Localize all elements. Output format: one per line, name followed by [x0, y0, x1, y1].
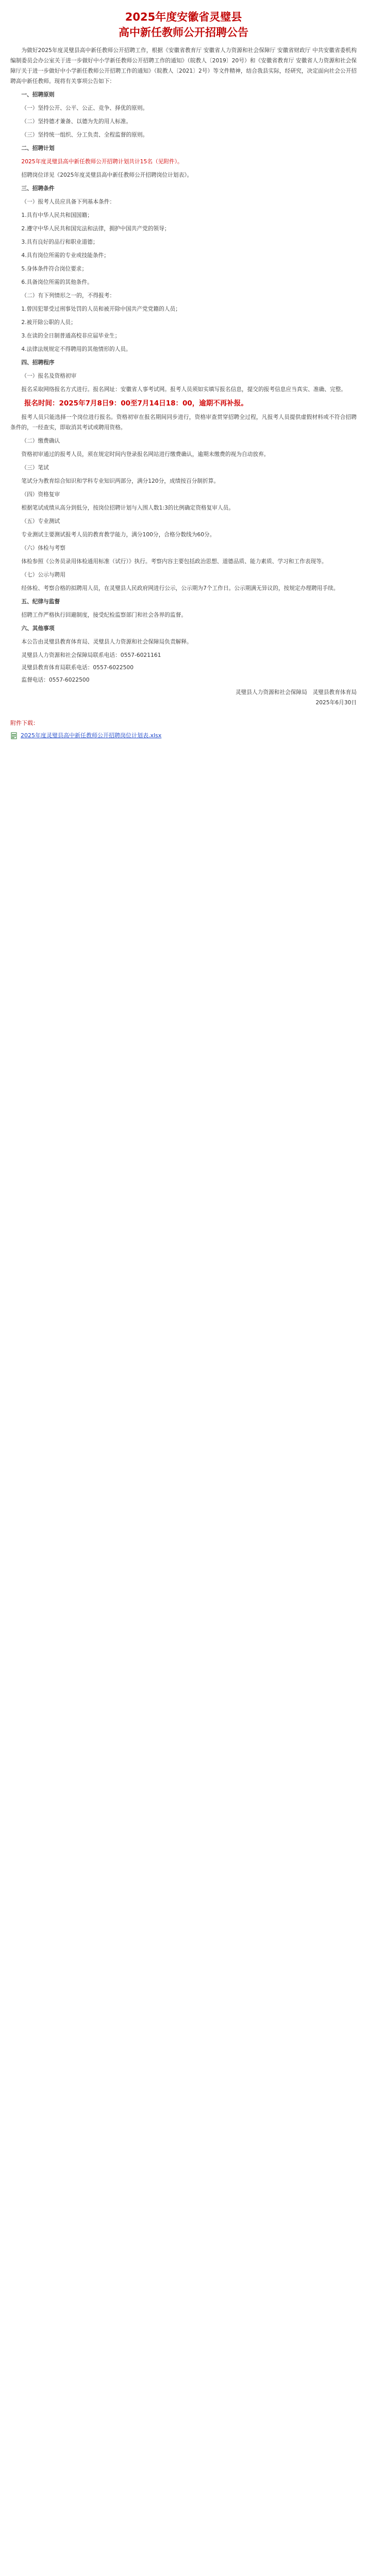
body-paragraph: （六）体检与考察: [21, 545, 65, 551]
registration-time-notice: 报名时间：2025年7月8日9：00至7月14日18：00，逾期不再补报。: [24, 399, 248, 408]
announcement-body: [10, 90, 357, 647]
body-paragraph: 4.具有岗位所需的专业或技能条件；: [21, 252, 109, 259]
announcement-page: [10, 0, 357, 769]
body-paragraph: （三）笔试: [21, 464, 49, 471]
body-paragraph: 1.曾因犯罪受过刑事处罚的人员和被开除中国共产党党籍的人员；: [21, 306, 181, 312]
body-paragraph: （五）专业测试: [21, 518, 60, 524]
contact-phone-hrss: 0557-6021161: [120, 652, 161, 658]
body-paragraph: （一）报考人员应具备下列基本条件：: [21, 198, 115, 205]
contact-label-edu: 灵璧县教育体育局联系电话：: [21, 664, 93, 671]
contact-label-supervision: 监督电话：: [21, 676, 49, 683]
body-paragraph: （四）资格复审: [21, 491, 60, 498]
body-paragraph: （七）公示与聘用: [21, 571, 65, 578]
body-paragraph: 1.具有中华人民共和国国籍；: [21, 212, 93, 218]
body-paragraph: 体检参照《公务员录用体检通用标准（试行）》执行。考察内容主要包括政治思想、道德品质、能力素质、学习和工作表现等。: [21, 558, 327, 565]
body-paragraph: 招聘岗位详见《2025年度灵璧县高中新任教师公开招聘岗位计划表》。: [21, 172, 193, 178]
body-paragraph: （二）坚持德才兼备、以德为先的用人标准。: [21, 118, 132, 125]
body-paragraph: 报考人员只能选择一个岗位进行报名。资格初审在报名期间同步进行，资格审查贯穿招聘全过程，凡报考人员提供虚假材料或不符合招聘条件的，一经查实，即取消其考试或聘用资格。: [10, 414, 357, 431]
contact-phone-edu: 0557-6022500: [93, 664, 134, 671]
body-paragraph: 报名采取网络报名方式进行。报名网址：安徽省人事考试网。报考人员须如实填写报名信息，提交的报考信息应当真实、准确、完整。: [21, 386, 346, 393]
body-paragraph: （二）缴费确认: [21, 437, 60, 444]
body-paragraph: 3.具有良好的品行和职业道德；: [21, 239, 98, 245]
highlight-paragraph: 2025年度灵璧县高中新任教师公开招聘计划共计15名（见附件）。: [21, 158, 183, 165]
body-paragraph: 本公告由灵璧县教育体育局、灵璧县人力资源和社会保障局负责解释。: [21, 638, 192, 645]
contact-label-hrss: 灵璧县人力资源和社会保障局联系电话：: [21, 652, 121, 658]
body-paragraph: （一）坚持公开、公平、公正、竞争、择优的原则。: [21, 105, 148, 111]
section-heading: 六、其他事项: [21, 625, 55, 632]
attachment-label: 附件下载：: [10, 720, 39, 726]
body-paragraph: 专业测试主要测试报考人员的教育教学能力，满分100分，合格分数线为60分。: [21, 531, 215, 538]
body-paragraph: （一）报名及资格初审: [21, 372, 77, 379]
section-heading: 三、招聘条件: [21, 185, 55, 192]
body-paragraph: 4.法律法规规定不得聘用的其他情形的人员。: [21, 346, 131, 352]
body-paragraph: 根据笔试成绩从高分到低分，按岗位招聘计划与入围人数1:3的比例确定资格复审人员。: [21, 504, 235, 511]
body-paragraph: 招聘工作严格执行回避制度，接受纪检监察部门和社会各界的监督。: [21, 612, 187, 618]
body-paragraph: （二）有下列情形之一的，不得报考：: [21, 292, 115, 299]
contact-line-supervision: [10, 675, 357, 685]
attachment-item[interactable]: [10, 731, 357, 741]
section-heading: 四、招聘程序: [21, 359, 55, 366]
page-title: 2025年度安徽省灵璧县: [125, 11, 242, 23]
body-paragraph: 6.具备岗位所需的其他条件。: [21, 279, 93, 285]
attachment-link[interactable]: 2025年度灵璧县高中新任教师公开招聘岗位计划表.xlsx: [21, 732, 162, 739]
body-paragraph: 2.被开除公职的人员；: [21, 319, 76, 326]
file-icon: [10, 732, 18, 739]
contact-line-hrss: [10, 650, 357, 660]
body-paragraph: 资格初审通过的报考人员，须在规定时间内登录报名网站进行缴费确认，逾期未缴费的视为自动放弃。: [21, 451, 270, 457]
body-paragraph: 2.遵守中华人民共和国宪法和法律，拥护中国共产党的领导；: [21, 225, 170, 232]
section-heading: 二、招聘计划: [21, 145, 55, 151]
intro-paragraph: 为做好2025年度灵璧县高中新任教师公开招聘工作，根据《安徽省教育厅 安徽省人力资源和社会保障厅 安徽省财政厅 中共安徽省委机构编制委员会办公室关于进一步做好中小学新任教师公开招聘工作的通知》（皖教人〔2019〕20号）和《安徽省教育厅 安徽省人力资源和社会保障厅关于进一步做好中小学新任教师公开招聘工作的通知》（皖教人〔2021〕2号）等文件精神，结合我县实际，经研究，决定面向社会公开招聘高中新任教师。现将有关事项公告如下：: [10, 47, 357, 84]
body-paragraph: （三）坚持统一组织、分工负责、全程监督的原则。: [21, 131, 148, 138]
page-subtitle: 高中新任教师公开招聘公告: [119, 26, 248, 39]
contact-phone-supervision: 0557-6022500: [48, 676, 90, 683]
body-paragraph: 笔试分为教育综合知识和学科专业知识两部分，满分120分，成绩按百分制折算。: [21, 478, 220, 484]
contact-block: [10, 650, 357, 685]
body-paragraph: 3.在读的全日制普通高校非应届毕业生；: [21, 332, 121, 339]
signature-date: 2025年6月30日: [315, 699, 357, 706]
body-paragraph: 5.身体条件符合岗位要求；: [21, 265, 88, 272]
body-paragraph: 经体检、考察合格的拟聘用人员，在灵璧县人民政府网进行公示，公示期为7个工作日。公示期满无异议的，按规定办理聘用手续。: [21, 585, 339, 591]
section-heading: 一、招聘原则: [21, 91, 55, 98]
contact-line-edu: [10, 663, 357, 673]
section-heading: 五、纪律与监督: [21, 598, 60, 605]
signature-org: 灵璧县人力资源和社会保障局 灵璧县教育体育局: [235, 689, 357, 696]
